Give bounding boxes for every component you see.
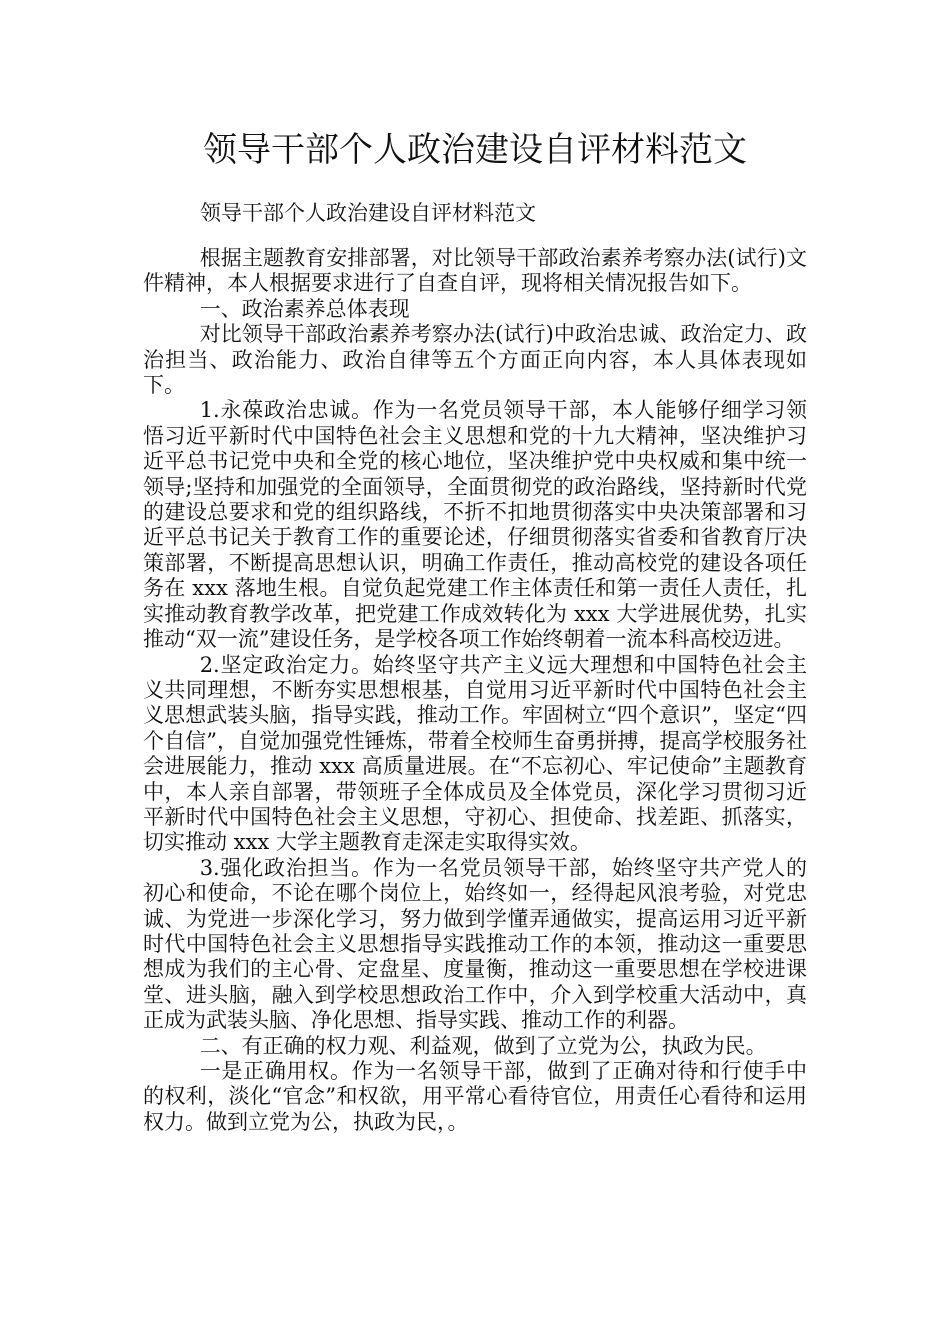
document-title: 领导干部个人政治建设自评材料范文 (203, 130, 747, 170)
paragraph-political-loyalty: 1.永葆政治忠诚。作为一名党员领导干部，本人能够仔细学习领悟习近平新时代中国特色社会主义思想和党的十九大精神，坚决维护习近平总书记党中央和全党的核心地位，坚决维护党中央权威和集中统一领导;坚持和加强党的全面领导，全面贯彻党的政治路线，坚持新时代党的建设总要求和党的组织路线，不折不扣地贯彻落实中央决策部署和习近平总书记关于教育工作的重要论述，仔细贯彻落实省委和省教育厅决策部署，不断提高思想认识，明确工作责任，推动高校党的建设各项任务在 xxx 落地生根。自觉负起党建工作主体责任和第一责任人责任，扎实推动教育教学改革，把党建工作成效转化为 xxx 大学进展优势，扎实推动“双一流”建设任务，是学校各项工作始终朝着一流本科高校迈进。 (143, 398, 807, 652)
section-heading-2: 二、有正确的权力观、利益观，做到了立党为公，执政为民。 (199, 1033, 767, 1058)
paragraph-political-resolve: 2.坚定政治定力。始终坚守共产主义远大理想和中国特色社会主义共同理想，不断夯实思想根基，自觉用习近平新时代中国特色社会主义思想武装头脑，指导实践，推动工作。牢固树立“四个意识”，坚定“四个自信”，自觉加强党性锤炼，带着全校师生奋勇拼搏，提高学校服务社会进展能力，推动 xxx 高质量进展。在“不忘初心、牢记使命”主题教育中，本人亲自部署，带领班子全体成员及全体党员，深化学习贯彻习近平新时代中国特色社会主义思想，守初心、担使命、找差距、抓落实，切实推动 xxx 大学主题教育走深走实取得实效。 (143, 652, 807, 855)
paragraph-overview: 对比领导干部政治素养考察办法(试行)中政治忠诚、政治定力、政治担当、政治能力、政治自律等五个方面正向内容，本人具体表现如下。 (143, 322, 807, 398)
section-heading-1: 一、政治素养总体表现 (199, 296, 410, 321)
paragraph-correct-use-of-power: 一是正确用权。作为一名领导干部，做到了正确对待和行使手中的权利，淡化“官念”和权欲，用平常心看待官位，用责任心看待和运用权力。做到立党为公，执政为民，。 (143, 1059, 807, 1134)
paragraph-intro: 根据主题教育安排部署，对比领导干部政治素养考察办法(试行)文件精神，本人根据要求进行了自查自评，现将相关情况报告如下。 (143, 246, 807, 296)
document-body (143, 246, 807, 1135)
document-subtitle: 领导干部个人政治建设自评材料范文 (200, 201, 536, 225)
paragraph-political-responsibility: 3.强化政治担当。作为一名党员领导干部，始终坚守共产党人的初心和使命，不论在哪个岗位上，始终如一，经得起风浪考验，对党忠诚、为党进一步深化学习，努力做到学懂弄通做实，提高运用习近平新时代中国特色社会主义思想指导实践推动工作的本领，推动这一重要思想成为我们的主心骨、定盘星、度量衡，推动这一重要思想在学校进课堂、进头脑，融入到学校思想政治工作中，介入到学校重大活动中，真正成为武装头脑、净化思想、指导实践、推动工作的利器。 (143, 855, 807, 1033)
